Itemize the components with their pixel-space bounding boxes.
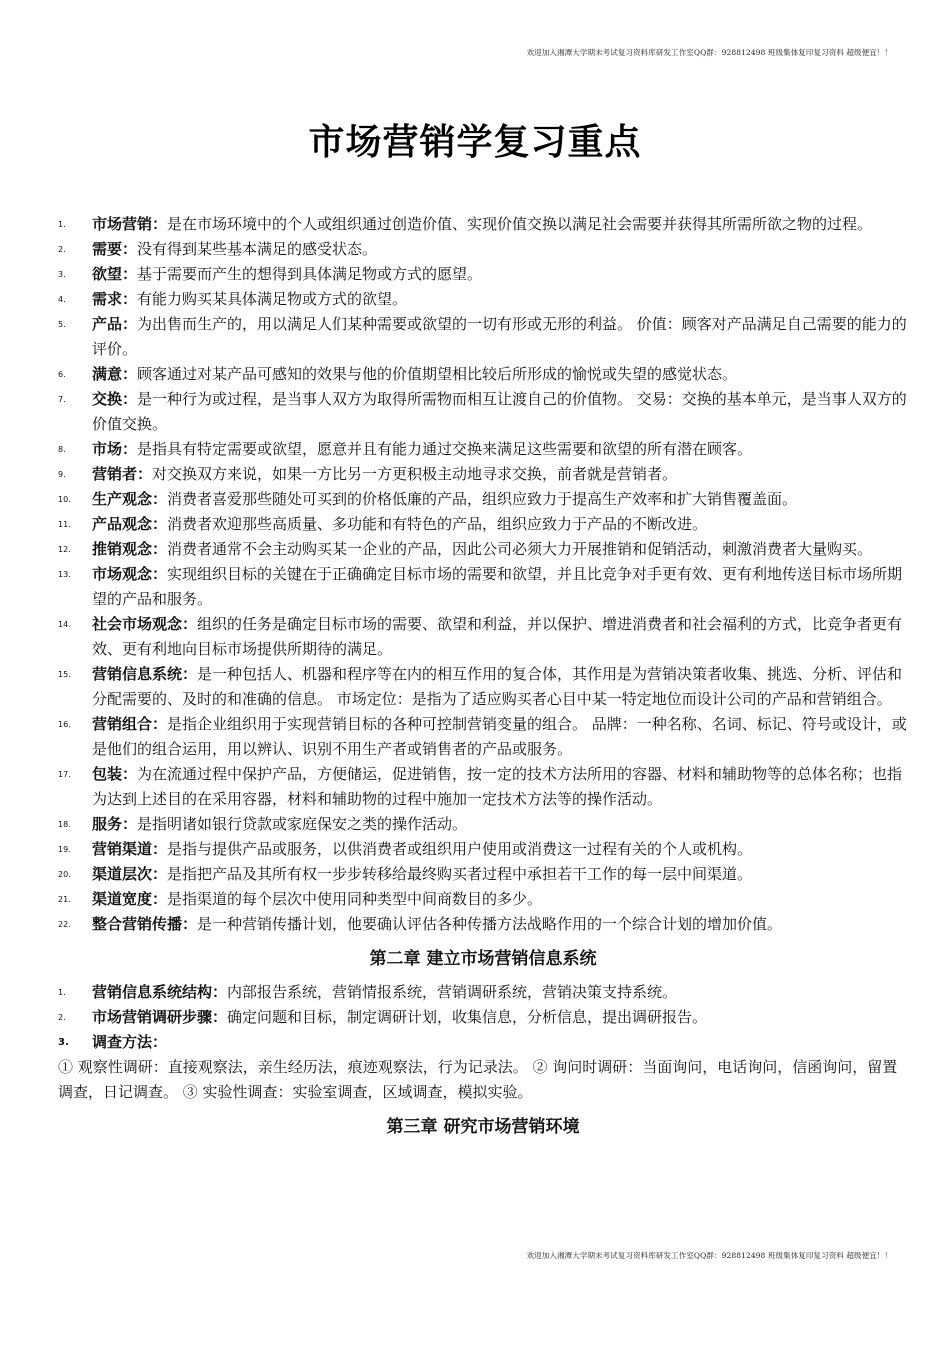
item-definition: 是指明诸如银行贷款或家庭保安之类的操作活动。 — [137, 815, 468, 833]
item-term: 产品观念： — [92, 515, 168, 533]
item-definition: 是指具有特定需要或欲望，愿意并且有能力通过交换来满足这些需要和欲望的所有潜在顾客。 — [137, 440, 753, 458]
item-number: 5. — [58, 320, 66, 329]
item-definition: 实现组织目标的关键在于正确确定目标市场的需要和欲望，并且比竞争对手更有效、更有利地传送目标市场所期望的产品和服务。 — [92, 565, 903, 608]
item-number: 14. — [58, 620, 71, 629]
item-term: 营销信息系统结构： — [92, 983, 228, 1001]
item-number: 3. — [58, 270, 66, 279]
survey-methods-paragraph: ① 观察性调研：直接观察法，亲生经历法，痕迹观察法，行为记录法。 ② 询问时调研：当面询问，电话询问，信函询问，留置调查，日记调查。 ③ 实验性调查：实验室调查，区域调查，模拟实验。 — [58, 1058, 898, 1101]
list-item — [58, 837, 908, 862]
list-item — [58, 912, 908, 937]
item-number: 9. — [58, 470, 66, 479]
item-term: 交换： — [92, 390, 138, 408]
list-item — [58, 362, 908, 387]
item-term: 需求： — [92, 290, 138, 308]
item-term: 服务： — [92, 815, 138, 833]
item-number: 8. — [58, 445, 66, 454]
list-item — [58, 562, 908, 612]
item-number: 4. — [58, 295, 66, 304]
item-number: 13. — [58, 570, 71, 579]
item-definition: 消费者欢迎那些高质量、多功能和有特色的产品，组织应致力于产品的不断改进。 — [167, 515, 708, 533]
item-definition: 是指企业组织用于实现营销目标的各种可控制营销变量的组合。 品牌：一种名称、名词、标记、符号或设计，或是他们的组合运用，用以辨认、识别不用生产者或销售者的产品或服务。 — [92, 715, 907, 758]
list-item — [58, 212, 908, 237]
item-definition: 是指把产品及其所有权一步步转移给最终购买者过程中承担若干工作的每一层中间渠道。 — [167, 865, 753, 883]
list-item — [58, 462, 908, 487]
page-title: 市场营销学复习重点 — [308, 122, 642, 163]
item-term: 营销者： — [92, 465, 153, 483]
item-term: 市场： — [92, 440, 138, 458]
item-definition: 没有得到某些基本满足的感受状态。 — [137, 240, 378, 258]
item-number: 7. — [58, 395, 66, 404]
item-number: 11. — [58, 520, 71, 529]
item-term: 欲望： — [92, 265, 138, 283]
item-term: 调查方法： — [92, 1033, 168, 1051]
chapter3-heading: 第三章 研究市场营销环境 — [386, 1117, 580, 1137]
item-term: 营销渠道： — [92, 840, 168, 858]
list-item — [58, 862, 908, 887]
item-number: 12. — [58, 545, 71, 554]
chapter1-definition-list — [58, 212, 908, 937]
item-number: 18. — [58, 820, 71, 829]
chapter2-heading: 第二章 建立市场营销信息系统 — [369, 949, 597, 969]
item-definition: 消费者通常不会主动购买某一企业的产品，因此公司必须大力开展推销和促销活动，刺激消费者大量购买。 — [167, 540, 873, 558]
list-item — [58, 387, 908, 437]
item-definition: 为在流通过程中保护产品，方便储运，促进销售，按一定的技术方法所用的容器、材料和辅助物等的总体名称；也指为达到上述目的在采用容器，材料和辅助物的过程中施加一定技术方法等的操作活动。 — [92, 765, 903, 808]
list-item — [58, 537, 908, 562]
item-definition: 对交换双方来说，如果一方比另一方更积极主动地寻求交换，前者就是营销者。 — [152, 465, 678, 483]
item-definition: 有能力购买某具体满足物或方式的欲望。 — [137, 290, 408, 308]
item-number: 17. — [58, 770, 71, 779]
item-definition: 是一种包括人、机器和程序等在内的相互作用的复合体，其作用是为营销决策者收集、挑选、分析、评估和分配需要的、及时的和准确的信息。 市场定位：是指为了适应购买者心目中某一特定地位而设计公司的产品和营销组合。 — [92, 665, 903, 708]
item-term: 产品： — [92, 315, 138, 333]
list-item — [58, 712, 908, 762]
item-definition: 基于需要而产生的想得到具体满足物或方式的愿望。 — [137, 265, 483, 283]
item-number: 10. — [58, 495, 71, 504]
item-definition: 是一种营销传播计划，他要确认评估各种传播方法战略作用的一个综合计划的增加价值。 — [197, 915, 783, 933]
item-definition: 消费者喜爱那些随处可买到的价格低廉的产品，组织应致力于提高生产效率和扩大销售覆盖面。 — [167, 490, 798, 508]
item-number: 3. — [58, 1037, 69, 1048]
item-term: 需要： — [92, 240, 138, 258]
list-item — [58, 762, 908, 812]
item-definition: 是在市场环境中的个人或组织通过创造价值、实现价值交换以满足社会需要并获得其所需所欲之物的过程。 — [167, 215, 873, 233]
item-term: 整合营销传播： — [92, 915, 198, 933]
list-item — [58, 1005, 908, 1030]
item-number: 15. — [58, 670, 71, 679]
item-term: 市场营销： — [92, 215, 168, 233]
item-term: 生产观念： — [92, 490, 168, 508]
item-number: 20. — [58, 870, 71, 879]
item-number: 19. — [58, 845, 71, 854]
item-definition: 确定问题和目标，制定调研计划，收集信息，分析信息，提出调研报告。 — [227, 1008, 708, 1026]
item-definition: 内部报告系统，营销情报系统，营销调研系统，营销决策支持系统。 — [227, 983, 678, 1001]
item-number: 6. — [58, 370, 66, 379]
list-item — [58, 437, 908, 462]
list-item — [58, 287, 908, 312]
item-term: 渠道宽度： — [92, 890, 168, 908]
list-item — [58, 237, 908, 262]
item-number: 1. — [58, 988, 66, 997]
list-item — [58, 262, 908, 287]
item-definition: 为出售而生产的，用以满足人们某种需要或欲望的一切有形或无形的利益。 价值：顾客对产品满足自己需要的能力的评价。 — [92, 315, 907, 358]
item-term: 包装： — [92, 765, 138, 783]
item-term: 渠道层次： — [92, 865, 168, 883]
list-item — [58, 312, 908, 362]
item-term: 推销观念： — [92, 540, 168, 558]
list-item — [58, 1030, 908, 1055]
item-number: 2. — [58, 245, 66, 254]
item-definition: 是指渠道的每个层次中使用同种类型中间商数目的多少。 — [167, 890, 543, 908]
item-number: 21. — [58, 895, 71, 904]
document-body — [58, 212, 908, 1148]
item-number: 1. — [58, 220, 66, 229]
item-term: 营销信息系统： — [92, 665, 198, 683]
list-item — [58, 980, 908, 1005]
list-item — [58, 887, 908, 912]
list-item — [58, 512, 908, 537]
list-item — [58, 812, 908, 837]
item-term: 满意： — [92, 365, 138, 383]
footer-note: 欢迎加入湘潭大学期末考试复习资料库研发工作室QQ群：928812498 班级集体复印复习资料 超级便宜！！ — [526, 1251, 892, 1260]
item-number: 16. — [58, 720, 71, 729]
list-item — [58, 487, 908, 512]
item-term: 市场营销调研步骤： — [92, 1008, 228, 1026]
list-item — [58, 662, 908, 712]
item-number: 22. — [58, 920, 71, 929]
item-definition: 是一种行为或过程，是当事人双方为取得所需物而相互让渡自己的价值物。 交易：交换的基本单元，是当事人双方的价值交换。 — [92, 390, 907, 433]
chapter2-definition-list — [58, 980, 908, 1055]
header-note: 欢迎加入湘潭大学期末考试复习资料库研发工作室QQ群：928812498 班级集体复印复习资料 超级便宜！！ — [526, 48, 892, 57]
item-definition: 顾客通过对某产品可感知的效果与他的价值期望相比较后所形成的愉悦或失望的感觉状态。 — [137, 365, 738, 383]
list-item — [58, 612, 908, 662]
item-definition: 组织的任务是确定目标市场的需要、欲望和利益，并以保护、增进消费者和社会福利的方式，比竞争者更有效、更有利地向目标市场提供所期待的满足。 — [92, 615, 903, 658]
item-definition: 是指与提供产品或服务，以供消费者或组织用户使用或消费这一过程有关的个人或机构。 — [167, 840, 753, 858]
item-term: 社会市场观念： — [92, 615, 198, 633]
item-number: 2. — [58, 1013, 66, 1022]
item-term: 市场观念： — [92, 565, 168, 583]
item-term: 营销组合： — [92, 715, 168, 733]
